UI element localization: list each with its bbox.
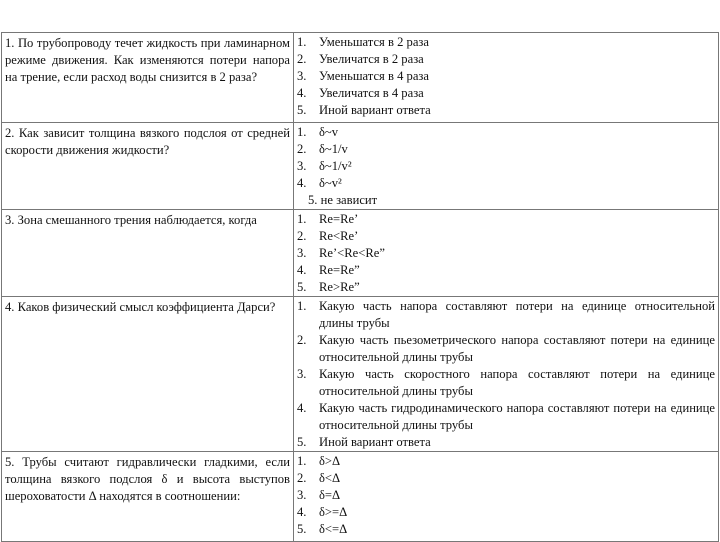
option-text: Re>Re” [319, 280, 360, 294]
answer-option [294, 124, 718, 141]
option-text: Какую часть напора составляют потери на единице относительной длины трубы [319, 299, 715, 330]
option-text: δ~1/v² [319, 159, 352, 173]
option-number: 5. [297, 435, 307, 449]
answer-option [294, 175, 718, 192]
option-number: 2. [297, 333, 307, 347]
answer-option [294, 141, 718, 158]
option-text: Иной вариант ответа [319, 435, 431, 449]
answer-option [294, 298, 718, 332]
answer-options [294, 123, 719, 210]
option-number: 5. [297, 103, 307, 117]
answer-options [294, 33, 719, 123]
option-text: Какую часть скоростного напора составляют потери на единице относительной длины трубы [319, 367, 715, 398]
question-text: 4. Каков физический смысл коэффициента Дарси? [2, 297, 294, 452]
option-text: δ<Δ [319, 471, 341, 485]
option-number: 3. [297, 246, 307, 260]
option-text: δ=Δ [319, 488, 341, 502]
answer-option [294, 68, 718, 85]
option-text: δ~v² [319, 176, 342, 190]
answer-options [294, 297, 719, 452]
option-text: δ~v [319, 125, 339, 139]
answer-option [294, 434, 718, 451]
option-number: 2. [297, 471, 307, 485]
option-number: 4. [297, 505, 307, 519]
answer-option [294, 51, 718, 68]
option-number: 4. [297, 86, 307, 100]
option-text: 5. не зависит [308, 193, 378, 207]
option-number: 4. [297, 176, 307, 190]
answer-option [294, 521, 718, 538]
question-row [2, 123, 719, 210]
option-text: Какую часть пьезометрического напора составляют потери на единице относительной длины трубы [319, 333, 715, 364]
question-text: 3. Зона смешанного трения наблюдается, когда [2, 210, 294, 297]
option-number: 3. [297, 69, 307, 83]
answer-option [294, 85, 718, 102]
option-text: Увеличатся в 4 раза [319, 86, 424, 100]
answer-option [294, 487, 718, 504]
answer-option [294, 400, 718, 434]
option-text: δ>Δ [319, 454, 341, 468]
option-number: 1. [297, 125, 307, 139]
option-text: δ~1/v [319, 142, 348, 156]
answer-options [294, 210, 719, 297]
option-number: 1. [297, 212, 307, 226]
option-number: 1. [297, 299, 307, 313]
answer-option [294, 158, 718, 175]
option-text: Re’<Re<Re” [319, 246, 385, 260]
option-number: 2. [297, 142, 307, 156]
option-number: 4. [297, 263, 307, 277]
option-number: 2. [297, 229, 307, 243]
option-text: Увеличатся в 2 раза [319, 52, 424, 66]
answer-option [294, 279, 718, 296]
option-text: Re<Re’ [319, 229, 359, 243]
question-text: 5. Трубы считают гидравлически гладкими, если толщина вязкого подслоя δ и высота выступов шероховатости Δ находятся в соотношении: [2, 452, 294, 542]
answer-option [294, 211, 718, 228]
option-text: δ>=Δ [319, 505, 348, 519]
option-text: Re=Re” [319, 263, 360, 277]
option-number: 3. [297, 159, 307, 173]
answer-option [294, 34, 718, 51]
option-text: δ<=Δ [319, 522, 348, 536]
answer-option [294, 192, 718, 209]
answer-option [294, 262, 718, 279]
question-text: 1. По трубопроводу течет жидкость при ламинарном режиме движения. Как изменяются потери напора на трение, если расход воды снизится в 2 раза? [2, 33, 294, 123]
answer-option [294, 245, 718, 262]
answer-option [294, 228, 718, 245]
option-text: Уменьшатся в 2 раза [319, 35, 429, 49]
answer-option [294, 504, 718, 521]
option-number: 3. [297, 367, 307, 381]
answer-option [294, 470, 718, 487]
answer-options [294, 452, 719, 542]
question-row [2, 297, 719, 452]
answer-option [294, 366, 718, 400]
option-text: Иной вариант ответа [319, 103, 431, 117]
answer-option [294, 102, 718, 119]
answer-option [294, 332, 718, 366]
option-number: 1. [297, 35, 307, 49]
option-number: 2. [297, 52, 307, 66]
question-row [2, 210, 719, 297]
option-number: 5. [297, 280, 307, 294]
question-text: 2. Как зависит толщина вязкого подслоя от средней скорости движения жидкости? [2, 123, 294, 210]
option-number: 4. [297, 401, 307, 415]
option-text: Уменьшатся в 4 раза [319, 69, 429, 83]
quiz-table [1, 32, 719, 542]
option-number: 5. [297, 522, 307, 536]
question-row [2, 33, 719, 123]
question-row [2, 452, 719, 542]
option-text: Re=Re’ [319, 212, 359, 226]
option-number: 3. [297, 488, 307, 502]
option-number: 1. [297, 454, 307, 468]
answer-option [294, 453, 718, 470]
option-text: Какую часть гидродинамического напора составляют потери на единице относительной длины трубы [319, 401, 715, 432]
